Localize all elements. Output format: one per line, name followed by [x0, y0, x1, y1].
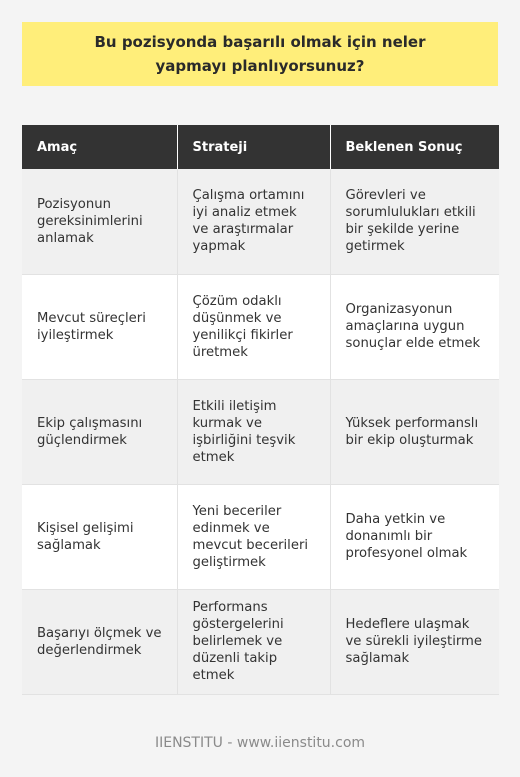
table-cell: Daha yetkin ve donanımlı bir profesyonel olmak — [330, 484, 499, 589]
table-cell: Etkili iletişim kurmak ve işbirliğini teşvik etmek — [177, 379, 330, 484]
table-row — [22, 484, 499, 589]
table-cell: Görevleri ve sorumlulukları etkili bir şekilde yerine getirmek — [330, 169, 499, 274]
table-cell: Kişisel gelişimi sağlamak — [22, 484, 177, 589]
table-cell: Yüksek performanslı bir ekip oluşturmak — [330, 379, 499, 484]
table-cell: Mevcut süreçleri iyileştirmek — [22, 274, 177, 379]
title-banner — [22, 22, 498, 86]
strategy-table — [22, 125, 499, 695]
table-row — [22, 169, 499, 274]
table-cell: Ekip çalışmasını güçlendirmek — [22, 379, 177, 484]
footer-credit: IIENSTITU - www.iienstitu.com — [154, 735, 366, 751]
table-row — [22, 379, 499, 484]
column-header-expected-result: Beklenen Sonuç — [330, 125, 499, 169]
table-cell: Hedeflere ulaşmak ve sürekli iyileştirme sağlamak — [330, 589, 499, 694]
table-cell: Organizasyonun amaçlarına uygun sonuçlar elde etmek — [330, 274, 499, 379]
table-cell: Performans göstergelerini belirlemek ve düzenli takip etmek — [177, 589, 330, 694]
table-row — [22, 274, 499, 379]
table-cell: Pozisyonun gereksinimlerini anlamak — [22, 169, 177, 274]
table-cell: Başarıyı ölçmek ve değerlendirmek — [22, 589, 177, 694]
table-row — [22, 589, 499, 694]
column-header-goal: Amaç — [22, 125, 177, 169]
table-header-row — [22, 125, 499, 169]
table-cell: Çözüm odaklı düşünmek ve yenilikçi fikirler üretmek — [177, 274, 330, 379]
column-header-strategy: Strateji — [177, 125, 330, 169]
page-title: Bu pozisyonda başarılı olmak için neler yapmayı planlıyorsunuz? — [94, 33, 426, 75]
table-cell: Çalışma ortamını iyi analiz etmek ve araştırmalar yapmak — [177, 169, 330, 274]
table-cell: Yeni beceriler edinmek ve mevcut becerileri geliştirmek — [177, 484, 330, 589]
